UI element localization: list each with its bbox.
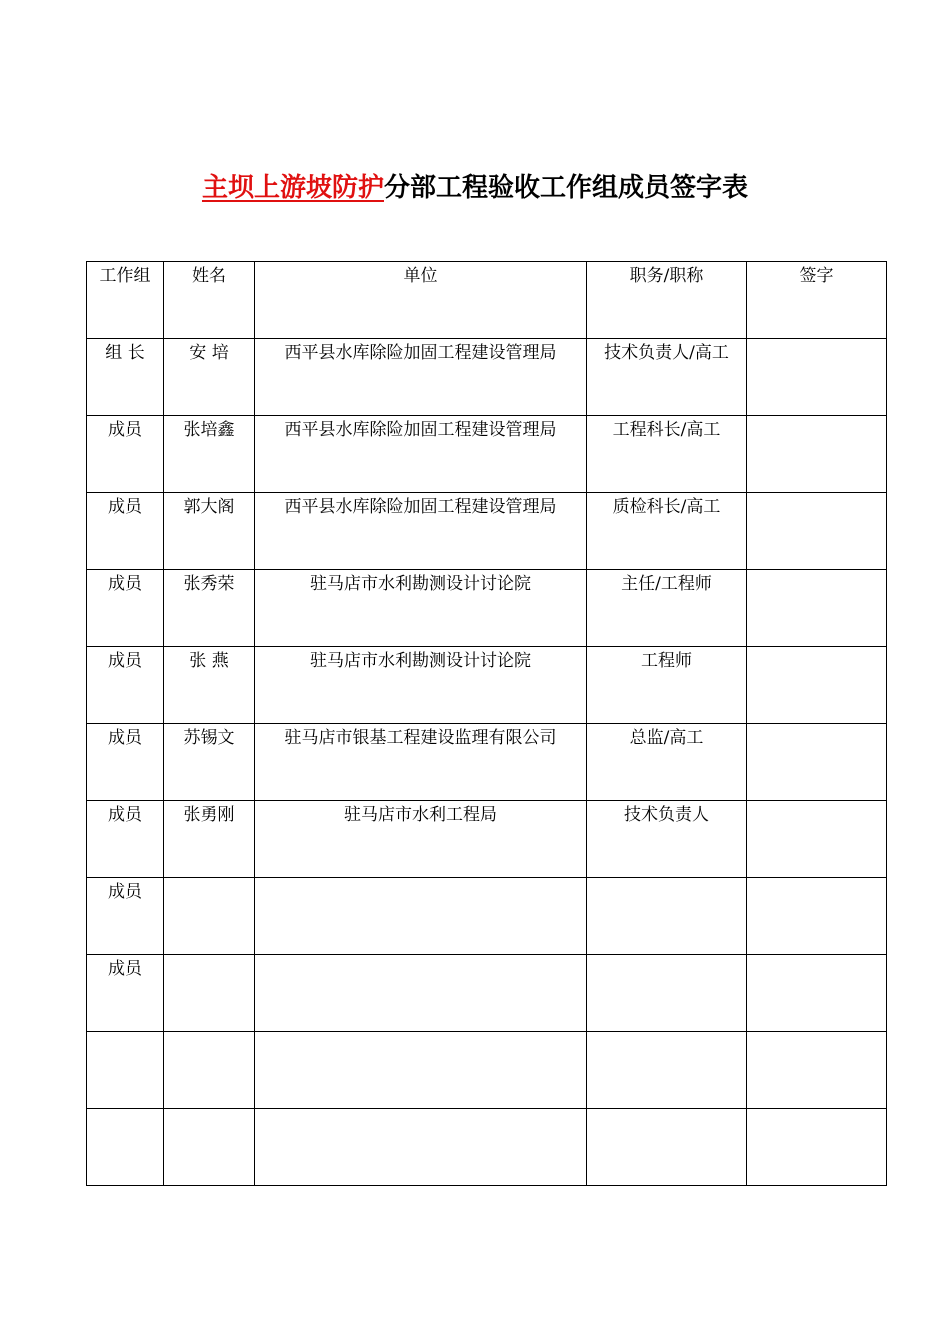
cell-signature[interactable] xyxy=(747,493,887,570)
table-row xyxy=(87,801,887,878)
cell-name: 张培鑫 xyxy=(164,416,255,493)
cell-title xyxy=(587,1032,747,1109)
cell-title xyxy=(587,955,747,1032)
title-highlight: 主坝上游坡防护 xyxy=(201,173,384,203)
table-row xyxy=(87,1032,887,1109)
cell-unit xyxy=(255,878,587,955)
cell-unit: 驻马店市水利工程局 xyxy=(255,801,587,878)
cell-title: 技术负责人 xyxy=(587,801,747,878)
cell-unit xyxy=(255,1032,587,1109)
cell-name xyxy=(164,878,255,955)
header-cell-unit: 单位 xyxy=(255,262,587,339)
table-row xyxy=(87,1109,887,1186)
cell-name: 苏锡文 xyxy=(164,724,255,801)
cell-name: 张 燕 xyxy=(164,647,255,724)
table-row xyxy=(87,955,887,1032)
cell-group: 成员 xyxy=(87,647,164,724)
cell-signature[interactable] xyxy=(747,724,887,801)
cell-title xyxy=(587,1109,747,1186)
cell-signature[interactable] xyxy=(747,1109,887,1186)
cell-unit: 西平县水库除险加固工程建设管理局 xyxy=(255,416,587,493)
cell-signature[interactable] xyxy=(747,339,887,416)
cell-signature[interactable] xyxy=(747,416,887,493)
cell-group: 成员 xyxy=(87,570,164,647)
table-row xyxy=(87,724,887,801)
cell-group: 成员 xyxy=(87,416,164,493)
cell-signature[interactable] xyxy=(747,1032,887,1109)
table-row xyxy=(87,339,887,416)
cell-name: 郭大阁 xyxy=(164,493,255,570)
header-cell-name: 姓名 xyxy=(164,262,255,339)
cell-unit: 驻马店市水利勘测设计讨论院 xyxy=(255,647,587,724)
cell-name xyxy=(164,955,255,1032)
cell-signature[interactable] xyxy=(747,570,887,647)
cell-unit: 西平县水库除险加固工程建设管理局 xyxy=(255,339,587,416)
cell-group: 成员 xyxy=(87,493,164,570)
cell-title: 总监/高工 xyxy=(587,724,747,801)
cell-unit xyxy=(255,955,587,1032)
cell-title: 主任/工程师 xyxy=(587,570,747,647)
cell-signature[interactable] xyxy=(747,878,887,955)
cell-name xyxy=(164,1109,255,1186)
header-row xyxy=(87,262,887,339)
cell-unit: 西平县水库除险加固工程建设管理局 xyxy=(255,493,587,570)
title-rest: 分部工程验收工作组成员签字表 xyxy=(384,173,749,203)
cell-signature[interactable] xyxy=(747,647,887,724)
cell-group: 成员 xyxy=(87,955,164,1032)
table-row xyxy=(87,570,887,647)
cell-signature[interactable] xyxy=(747,955,887,1032)
table-row xyxy=(87,878,887,955)
table-row xyxy=(87,493,887,570)
cell-group: 组 长 xyxy=(87,339,164,416)
header-cell-title: 职务/职称 xyxy=(587,262,747,339)
cell-name: 安 培 xyxy=(164,339,255,416)
cell-group: 成员 xyxy=(87,878,164,955)
cell-name xyxy=(164,1032,255,1109)
cell-group xyxy=(87,1109,164,1186)
cell-unit xyxy=(255,1109,587,1186)
page-title xyxy=(0,168,950,208)
header-cell-signature: 签字 xyxy=(747,262,887,339)
cell-title: 工程师 xyxy=(587,647,747,724)
cell-title xyxy=(587,878,747,955)
signature-table xyxy=(86,261,887,1186)
cell-name: 张秀荣 xyxy=(164,570,255,647)
cell-group: 成员 xyxy=(87,724,164,801)
table-row xyxy=(87,416,887,493)
cell-signature[interactable] xyxy=(747,801,887,878)
cell-title: 质检科长/高工 xyxy=(587,493,747,570)
cell-group xyxy=(87,1032,164,1109)
cell-group: 成员 xyxy=(87,801,164,878)
cell-unit: 驻马店市水利勘测设计讨论院 xyxy=(255,570,587,647)
cell-title: 技术负责人/高工 xyxy=(587,339,747,416)
cell-title: 工程科长/高工 xyxy=(587,416,747,493)
header-cell-group: 工作组 xyxy=(87,262,164,339)
cell-name: 张勇刚 xyxy=(164,801,255,878)
table-row xyxy=(87,647,887,724)
cell-unit: 驻马店市银基工程建设监理有限公司 xyxy=(255,724,587,801)
